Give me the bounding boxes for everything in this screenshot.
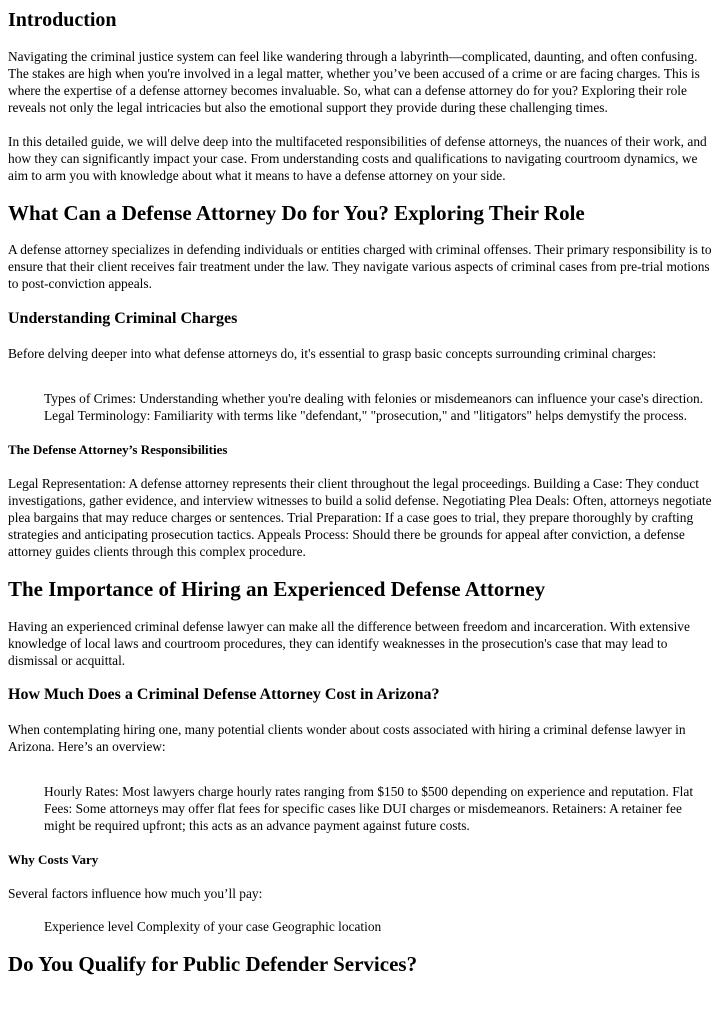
list-cost-types: Hourly Rates: Most lawyers charge hourly rates ranging from $150 to $500 depending on experience and reputation. Flat Fees: Some attorneys may offer flat fees for specific cases like DUI charges or misdemeanors. Retainers: A retainer fee might be required upfront; this acts as an advance payment against future costs. [44, 784, 694, 833]
paragraph-responsibilities: Legal Representation: A defense attorney represents their client throughout the legal proceedings. Building a Case: They conduct investigations, gather evidence, and interview witnesses to build a solid defense. Negotiating Plea Deals: Often, attorneys negotiate plea bargains that may reduce charges or sentences. Trial Preparation: If a case goes to trial, they prepare thoroughly by crafting strategies and anticipating prosecution tactics. Appeals Process: Should there be grounds for appeal after conviction, a defense attorney guides clients through this complex procedure. [8, 476, 712, 559]
paragraph-why-costs-vary: Several factors influence how much you’ll pay: [8, 886, 263, 901]
paragraph-criminal-charges: Before delving deeper into what defense attorneys do, it's essential to grasp basic concepts surrounding criminal charges: [8, 346, 657, 361]
heading-introduction: Introduction [8, 9, 117, 31]
paragraph-role: A defense attorney specializes in defending individuals or entities charged with criminal offenses. Their primary responsibility is to ensure that their client receives fair treatment under the law. They navigate various aspects of criminal cases from pre-trial motions to post-conviction appeals. [8, 242, 712, 291]
paragraph-cost: When contemplating hiring one, many potential clients wonder about costs associated with hiring a criminal defense lawyer in Arizona. Here’s an overview: [8, 722, 686, 754]
list-criminal-charges: Types of Crimes: Understanding whether you're dealing with felonies or misdemeanors can influence your case's direction. Legal Terminology: Familiarity with terms like "defendant," "prosecution," and "litigators" helps demystify the process. [44, 391, 704, 423]
heading-responsibilities: The Defense Attorney’s Responsibilities [8, 442, 228, 457]
heading-importance: The Importance of Hiring an Experienced Defense Attorney [8, 577, 546, 601]
heading-why-costs-vary: Why Costs Vary [8, 852, 99, 867]
paragraph-intro-2: In this detailed guide, we will delve deep into the multifaceted responsibilities of defense attorneys, the nuances of their work, and how they can significantly impact your case. From understanding costs and qualifications to navigating courtroom dynamics, we aim to arm you with knowledge about what it means to have a defense attorney on your side. [8, 134, 707, 183]
heading-public-defender: Do You Qualify for Public Defender Services? [8, 952, 418, 976]
heading-defense-attorney-role: What Can a Defense Attorney Do for You? Exploring Their Role [8, 201, 585, 225]
heading-criminal-charges: Understanding Criminal Charges [8, 310, 238, 327]
paragraph-importance: Having an experienced criminal defense lawyer can make all the difference between freedom and incarceration. With extensive knowledge of local laws and courtroom procedures, they can identify weaknesses in the prosecution's case that may lead to dismissal or acquittal. [8, 619, 690, 668]
heading-cost-arizona: How Much Does a Criminal Defense Attorney Cost in Arizona? [8, 686, 440, 703]
list-cost-factors: Experience level Complexity of your case Geographic location [44, 919, 382, 934]
article [0, 9, 720, 976]
paragraph-intro-1: Navigating the criminal justice system can feel like wandering through a labyrinth—complicated, daunting, and often confusing. The stakes are high when you're involved in a legal matter, whether you’ve been accused of a crime or are facing charges. This is where the expertise of a defense attorney becomes invaluable. So, what can a defense attorney do for you? Exploring their role reveals not only the legal intricacies but also the emotional support they provide during these challenging times. [8, 49, 700, 115]
